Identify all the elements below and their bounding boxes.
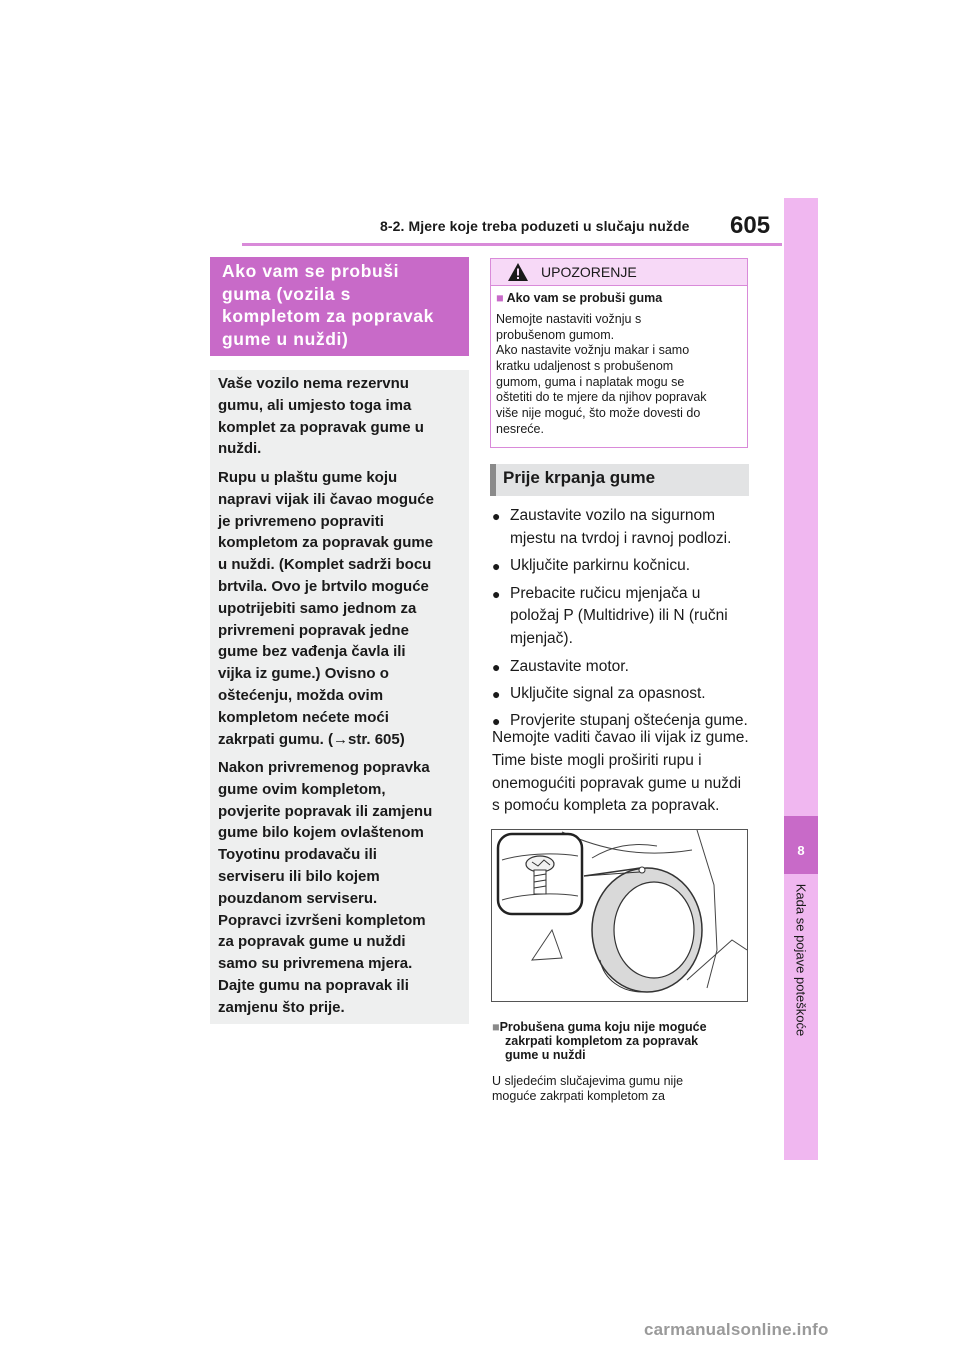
step-item — [492, 505, 762, 551]
warning-subheading-text: Ako vam se probuši guma — [506, 291, 663, 305]
warning-line: nesreće. — [496, 421, 544, 436]
bullet-icon: ● — [492, 508, 501, 524]
step-line: položaj P (Multidrive) ili N (ručni — [510, 607, 728, 625]
paragraph-line: Time biste mogli proširiti rupu i — [492, 751, 702, 769]
topic-title-line: kompletom za popravak — [222, 306, 434, 326]
note-heading-line: zakrpati kompletom za popravak — [505, 1034, 699, 1048]
intro-line: kompletom nećete moći — [218, 708, 389, 726]
note-line: moguće zakrpati kompletom za — [492, 1088, 665, 1103]
warning-line: kratku udaljenost s probušenom — [496, 359, 674, 374]
chapter-number-tab: 8 — [784, 816, 818, 874]
note-heading — [492, 1020, 707, 1062]
intro-line: oštećenju, možda ovim — [218, 686, 384, 704]
warning-line: Nemojte nastaviti vožnju s — [496, 312, 642, 326]
step-line: Provjerite stupanj oštećenja gume. — [510, 712, 748, 730]
note-text — [492, 1074, 683, 1103]
note-line: U sljedećim slučajevima gumu nije — [492, 1074, 684, 1088]
intro-line: zamjenu što prije. — [218, 998, 345, 1016]
warning-triangle-icon — [507, 262, 529, 282]
intro-line: gume ovim kompletom, — [218, 780, 386, 798]
intro-line: Rupu u plaštu gume koju — [218, 469, 398, 486]
paragraph-line: onemogućiti popravak gume u nuždi — [492, 774, 742, 792]
bullet-icon: ● — [492, 658, 501, 675]
bullet-icon: ● — [492, 558, 501, 575]
step-line: mjestu na tvrdoj i ravnoj podlozi. — [510, 529, 732, 547]
bullet-icon: ● — [492, 713, 501, 730]
step-line: Zaustavite vozilo na sigurnom — [510, 507, 716, 524]
tire-screw-drawing — [492, 830, 748, 1002]
topic-title-line: guma (vozila s — [222, 283, 351, 304]
intro-line: napravi vijak ili čavao moguće — [218, 490, 434, 508]
intro-line: je privremeno popraviti — [218, 512, 384, 530]
intro-line: povjerite popravak ili zamjenu — [218, 802, 433, 820]
topic-title-line: gume u nuždi) — [222, 328, 349, 349]
running-header-title: 8-2. Mjere koje treba poduzeti u slučaju nužde — [380, 218, 690, 234]
step-line: Uključite parkirnu kočnicu. — [510, 557, 691, 575]
square-bullet-icon: ■ — [496, 291, 504, 305]
section-title: Prije krpanja gume — [503, 468, 656, 487]
topic-title-line: Ako vam se probuši — [222, 261, 400, 281]
intro-line: Dajte gumu na popravak ili — [218, 976, 409, 994]
intro-line: u nuždi. (Komplet sadrži bocu — [218, 556, 432, 574]
step-line: Prebacite ručicu mjenjača u — [510, 584, 701, 602]
intro-line: samo su privremena mjera. — [218, 955, 413, 973]
section-heading-bar — [490, 464, 496, 496]
intro-line: za popravak gume u nuždi — [218, 933, 406, 951]
page-number: 605 — [730, 212, 771, 239]
step-list — [492, 505, 762, 738]
intro-line: pouzdanom serviseru. — [218, 889, 378, 907]
intro-line: nuždi. — [218, 440, 262, 458]
step-line: mjenjač). — [510, 630, 573, 648]
intro-paragraph-3 — [218, 757, 464, 1019]
intro-line: brtvila. Ovo je brtvilo moguće — [218, 577, 429, 595]
topic-title — [222, 260, 462, 350]
step-item — [492, 583, 762, 651]
step-line: Zaustavite motor. — [510, 657, 629, 675]
step-item — [492, 555, 762, 578]
intro-line: serviseru ili bilo kojem — [218, 867, 380, 885]
warning-line: oštetiti do te mjere da njihov popravak — [496, 390, 707, 405]
nail-caution-paragraph — [492, 727, 749, 818]
chapter-title-vertical: Kada se pojave poteškoće — [793, 883, 809, 1037]
header-rule — [242, 243, 782, 246]
intro-line: gume bilo kojem ovlaštenom — [218, 824, 424, 842]
step-item — [492, 683, 762, 706]
watermark: carmanualsonline.info — [644, 1320, 829, 1339]
paragraph-line: Nemojte vaditi čavao ili vijak iz gume. — [492, 729, 749, 746]
warning-subheading — [496, 291, 662, 305]
bullet-icon: ● — [492, 585, 501, 602]
step-line: Uključite signal za opasnost. — [510, 684, 706, 702]
punctured-tire-illustration — [491, 829, 748, 1002]
intro-line: gumu, ali umjesto toga ima — [218, 396, 412, 414]
intro-line: upotrijebiti samo jednom za — [218, 599, 417, 617]
warning-line: Ako nastavite vožnju makar i samo — [496, 343, 690, 358]
intro-line: zakrpati gumu. (→str. 605) — [218, 730, 405, 748]
square-bullet-icon: ■ — [492, 1020, 500, 1034]
intro-line: Vaše vozilo nema rezervnu — [218, 375, 409, 392]
intro-line: Nakon privremenog popravka — [218, 759, 430, 776]
intro-paragraph-2 — [218, 467, 464, 750]
note-heading-line: ■Probušena guma koju nije moguće — [492, 1020, 707, 1034]
intro-line: komplet za popravak gume u — [218, 418, 424, 436]
bullet-icon: ● — [492, 685, 501, 702]
warning-line: probušenom gumom. — [496, 327, 615, 342]
intro-line: vijka iz gume.) Ovisno o — [218, 665, 389, 683]
warning-label: UPOZORENJE — [541, 264, 637, 280]
warning-line: gumom, guma i naplatak mogu se — [496, 374, 685, 389]
intro-line: Popravci izvršeni kompletom — [218, 911, 426, 929]
note-heading-line: gume u nuždi — [505, 1048, 586, 1062]
paragraph-line: s pomoću kompleta za popravak. — [492, 797, 720, 815]
intro-line: privremeni popravak jedne — [218, 621, 409, 639]
intro-line: Toyotinu prodavaču ili — [218, 846, 377, 864]
intro-line: gume bez vađenja čavla ili — [218, 643, 406, 661]
warning-line: više nije moguć, što može dovesti do — [496, 406, 701, 421]
warning-text — [496, 312, 707, 438]
step-item — [492, 656, 762, 679]
intro-line: kompletom za popravak gume — [218, 534, 434, 552]
intro-paragraph-1 — [218, 373, 464, 460]
